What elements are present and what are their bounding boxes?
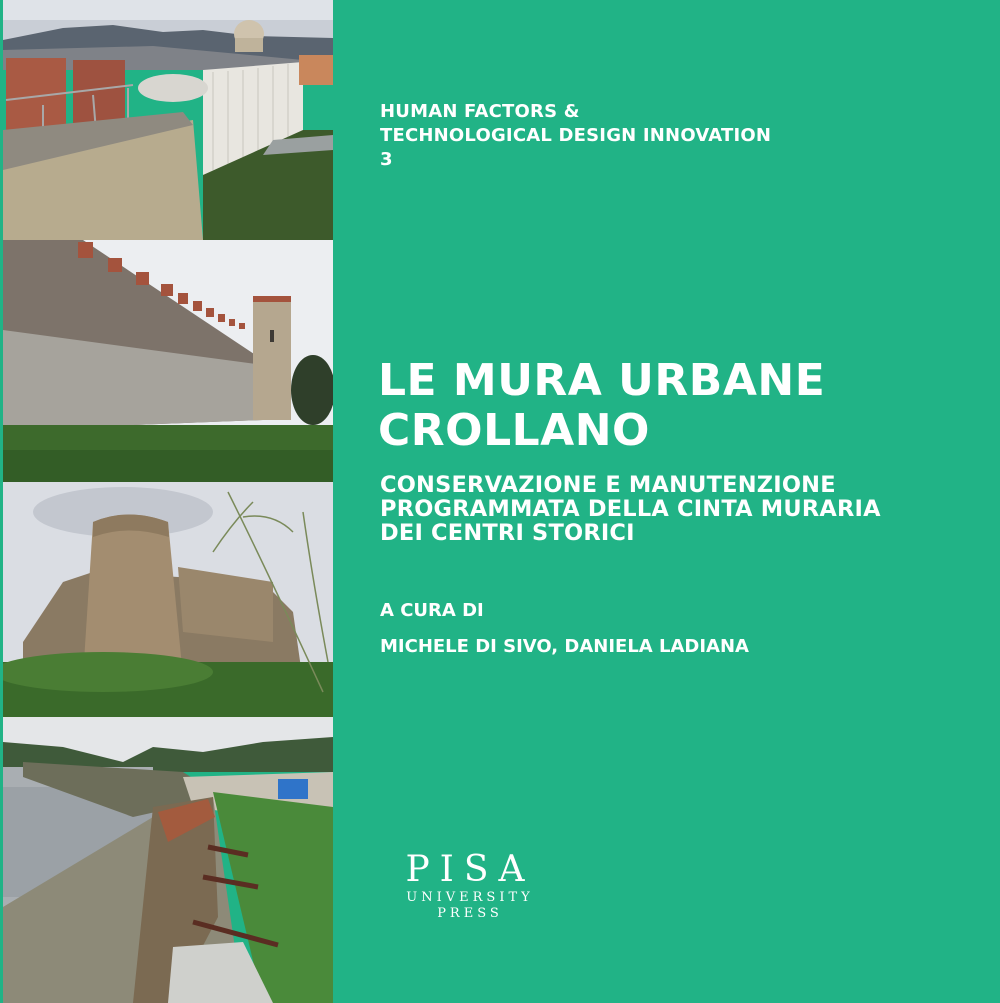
publisher-logo — [400, 850, 540, 922]
photo-coastal-fort — [3, 717, 333, 1003]
publisher-logo-university: UNIVERSITY — [406, 890, 534, 905]
title-line-1: LE MURA URBANE — [378, 355, 826, 406]
subtitle-line-1: CONSERVAZIONE E MANUTENZIONE — [380, 472, 836, 498]
subtitle-line-2: PROGRAMMATA DELLA CINTA MURARIA — [380, 496, 881, 522]
series-number: 3 — [380, 149, 393, 170]
title-line-2: CROLLANO — [378, 405, 650, 456]
photo-column — [3, 0, 333, 1003]
editors-label: A CURA DI — [380, 600, 484, 621]
book-title — [378, 356, 825, 456]
subtitle-line-3: DEI CENTRI STORICI — [380, 520, 635, 546]
book-subtitle — [380, 473, 881, 545]
series-line-2: TECHNOLOGICAL DESIGN INNOVATION — [380, 125, 772, 146]
publisher-logo-pisa: PISA — [405, 849, 535, 890]
photo-crenellated-wall — [3, 240, 333, 482]
photo-pisa-walls — [3, 0, 333, 240]
photo-round-fortress — [3, 482, 333, 717]
publisher-logo-press: PRESS — [437, 906, 503, 921]
series-line-1: HUMAN FACTORS & — [380, 101, 580, 122]
editors-names: MICHELE DI SIVO, DANIELA LADIANA — [380, 636, 749, 657]
series-heading — [380, 100, 771, 172]
